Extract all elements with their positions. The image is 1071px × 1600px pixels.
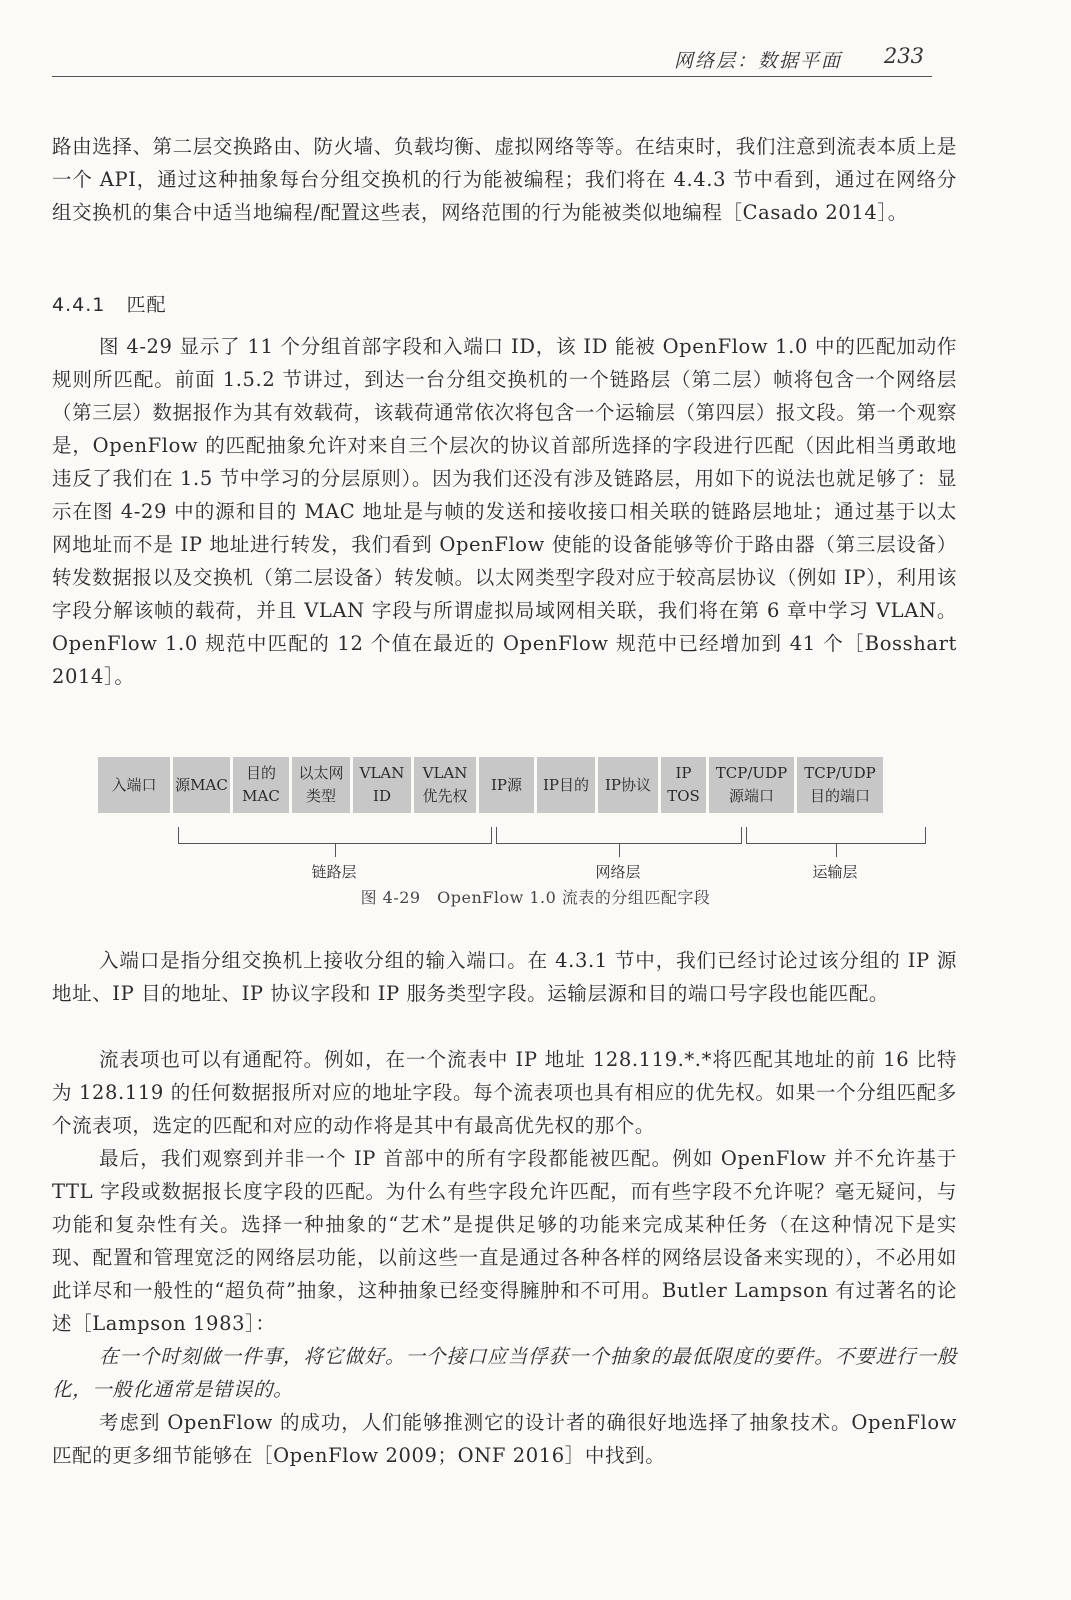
field-tcp-udp-dst-port: TCP/UDP 目的端口 <box>797 757 883 813</box>
field-ip-dst: IP目的 <box>537 757 595 813</box>
paragraph-conclusion: 考虑到 OpenFlow 的成功，人们能够推测它的设计者的确很好地选择了抽象技术。OpenFlow 匹配的更多细节能够在［OpenFlow 2009；ONF 2016］中找到。 <box>52 1411 957 1467</box>
paragraph-wildcards: 流表项也可以有通配符。例如，在一个流表中 IP 地址 128.119.*.*将匹配其地址的前 16 比特为 128.119 的任何数据报所对应的地址字段。每个流表项也具有相应的优先权。如果一个分组匹配多个流表项，选定的匹配和对应的动作将是其中有最高优先权的那个。 <box>52 1048 957 1137</box>
match-fields-table <box>98 757 883 813</box>
network-layer-label: 网络层 <box>595 863 641 881</box>
section-number: 4.4.1 <box>52 294 106 316</box>
page-header <box>52 46 932 77</box>
field-ip-tos: IP TOS <box>661 757 706 813</box>
field-ip-proto: IP协议 <box>598 757 658 813</box>
page-number: 233 <box>883 44 924 68</box>
paragraph-match-overview: 图 4-29 显示了 11 个分组首部字段和入端口 ID，该 ID 能被 OpenFlow 1.0 中的匹配加动作规则所匹配。前面 1.5.2 节讲过，到达一台分组交换机的一个链路层（第二层）帧将包含一个网络层（第三层）数据报作为其有效载荷，该载荷通常依次将包含一个运输层（第四层）报文段。第一个观察是，OpenFlow 的匹配抽象允许对来自三个层次的协议首部所选择的字段进行匹配（因此相当勇敢地违反了我们在 1.5 节中学习的分层原则）。因为我们还没有涉及链路层，用如下的说法也就足够了：显示在图 4-29 中的源和目的 MAC 地址是与帧的发送和接收接口相关联的链路层地址；通过基于以太网地址而不是 IP 地址进行转发，我们看到 OpenFlow 使能的设备能够等价于路由器（第三层设备）转发数据报以及交换机（第二层设备）转发帧。以太网类型字段对应于较高层协议（例如 IP），利用该字段分解该帧的载荷，并且 VLAN 字段与所谓虚拟局域网相关联，我们将在第 6 章中学习 VLAN。OpenFlow 1.0 规范中匹配的 12 个值在最近的 OpenFlow 规范中已经增加到 41 个［Bosshart 2014］。 <box>52 335 957 688</box>
section-title: 匹配 <box>126 294 167 316</box>
field-tcp-udp-src-port: TCP/UDP 源端口 <box>709 757 794 813</box>
field-vlan-id: VLAN ID <box>353 757 411 813</box>
paragraph-ingress-port: 入端口是指分组交换机上接收分组的输入端口。在 4.3.1 节中，我们已经讨论过该分组的 IP 源地址、IP 目的地址、IP 协议字段和 IP 服务类型字段。运输层源和目的端口号字段也能匹配。 <box>52 949 957 1005</box>
running-title: 网络层：数据平面 <box>673 50 842 72</box>
transport-layer-bracket <box>746 827 926 844</box>
paragraph-abstraction: 最后，我们观察到并非一个 IP 首部中的所有字段都能被匹配。例如 OpenFlow 并不允许基于 TTL 字段或数据报长度字段的匹配。为什么有些字段允许匹配，而有些字段不允许呢？毫无疑问，与功能和复杂性有关。选择一种抽象的“艺术”是提供足够的功能来完成某种任务（在这种情况下是实现、配置和管理宽泛的网络层功能，以前这些一直是通过各种各样的网络层设备来实现的），不必用如此详尽和一般性的“超负荷”抽象，这种抽象已经变得臃肿和不可用。Butler Lampson 有过著名的论述［Lampson 1983］： <box>52 1147 957 1335</box>
link-layer-label: 链路层 <box>311 863 357 881</box>
paragraph-intro: 路由选择、第二层交换路由、防火墙、负载均衡、虚拟网络等等。在结束时，我们注意到流表本质上是一个 API，通过这种抽象每台分组交换机的行为能被编程；我们将在 4.4.3 节中看到，通过在网络分组交换机的集合中适当地编程/配置这些表，网络范围的行为能被类似地编程［Casado 2014］。 <box>52 135 957 224</box>
lampson-quote: 在一个时刻做一件事，将它做好。一个接口应当俘获一个抽象的最低限度的要件。不要进行一般化，一般化通常是错误的。 <box>52 1345 957 1401</box>
field-vlan-priority: VLAN 优先权 <box>414 757 476 813</box>
transport-layer-label: 运输层 <box>812 863 858 881</box>
field-ip-src: IP源 <box>479 757 534 813</box>
network-layer-bracket <box>496 827 742 844</box>
figure-caption: 图 4-29 OpenFlow 1.0 流表的分组匹配字段 <box>360 888 711 907</box>
section-heading <box>52 290 167 317</box>
field-dst-mac: 目的 MAC <box>233 757 289 813</box>
field-eth-type: 以太网 类型 <box>292 757 350 813</box>
link-layer-bracket <box>178 827 492 844</box>
field-src-mac: 源MAC <box>173 757 230 813</box>
field-ingress-port: 入端口 <box>98 757 170 813</box>
